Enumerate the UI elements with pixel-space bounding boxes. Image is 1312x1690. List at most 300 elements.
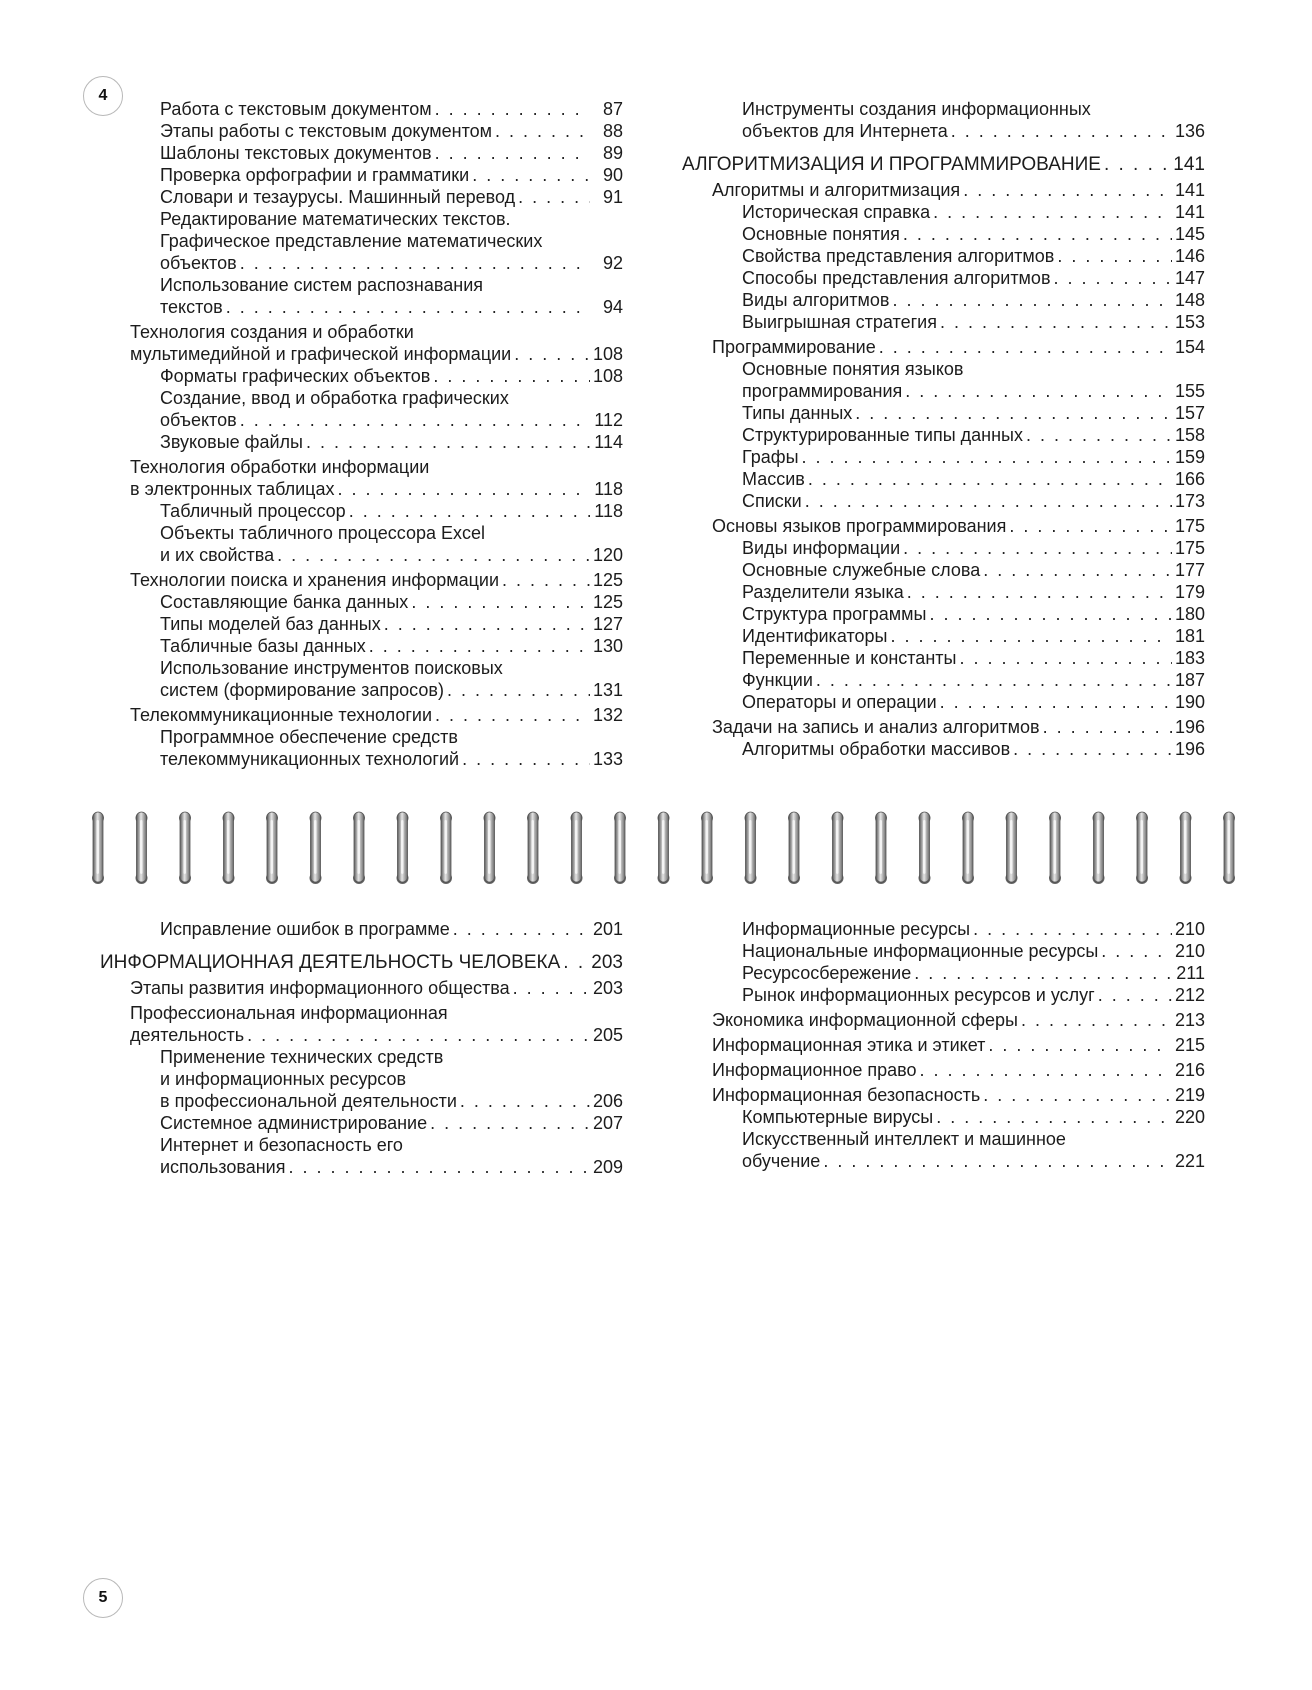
toc-entry-title: объектов [160, 410, 237, 430]
toc-entry-title: программирования [742, 381, 903, 401]
toc-column-top-right [682, 98, 1205, 760]
toc-page-number: 157 [1174, 403, 1205, 423]
toc-page-number: 221 [1174, 1151, 1205, 1171]
spiral-ring [962, 812, 974, 884]
dot-leader [462, 748, 590, 770]
toc-subentry [160, 657, 623, 701]
dot-leader [435, 704, 590, 726]
toc-entry-line: Графическое представление математических [160, 231, 543, 251]
toc-entry-title: Типы моделей баз данных [160, 614, 381, 634]
toc-entry-line: Технология создания и обработки [130, 322, 414, 342]
toc-subentry [742, 738, 1205, 760]
toc-subentry [160, 918, 623, 940]
toc-subentry [742, 559, 1205, 581]
spiral-ring [701, 812, 713, 884]
toc-page-number: 158 [1174, 425, 1205, 445]
spiral-binding [88, 808, 1240, 888]
dot-leader [435, 142, 590, 164]
toc-entry-title: Разделители языка [742, 582, 904, 602]
toc-entry [712, 336, 1205, 358]
toc-page-number: 114 [594, 432, 623, 452]
toc-entry [130, 569, 623, 591]
dot-leader [808, 468, 1172, 490]
toc-entry-title: Алгоритмы обработки массивов [742, 739, 1011, 759]
toc-subentry [160, 431, 623, 453]
toc-entry-title: Виды алгоритмов [742, 290, 890, 310]
dot-leader [816, 669, 1172, 691]
spiral-ring [397, 812, 409, 884]
toc-entry-title: Информационное право [712, 1060, 917, 1080]
toc-entry [130, 977, 623, 999]
toc-entry-title: Основы языков программирования [712, 516, 1007, 536]
toc-entry-title: Алгоритмы и алгоритмизация [712, 180, 961, 200]
toc-subentry [742, 490, 1205, 512]
dot-leader [907, 581, 1172, 603]
page-number-bottom: 5 [83, 1578, 123, 1618]
toc-page-number: 148 [1174, 290, 1205, 310]
toc-page-number: 141 [1174, 180, 1205, 200]
page-number-top: 4 [83, 76, 123, 116]
toc-subentry [742, 267, 1205, 289]
toc-entry-title: телекоммуникационных технологий [160, 749, 460, 769]
toc-entry-title: Словари и тезаурусы. Машинный перевод [160, 187, 516, 207]
toc-page-number: 215 [1174, 1035, 1205, 1055]
toc-subentry [160, 591, 623, 613]
toc-subentry [742, 468, 1205, 490]
toc-subentry [742, 962, 1205, 984]
toc-page-number: 175 [1174, 538, 1205, 558]
dot-leader [226, 296, 590, 318]
dot-leader [1043, 716, 1172, 738]
toc-entry-line: и информационных ресурсов [160, 1069, 407, 1089]
toc-entry-title: Идентификаторы [742, 626, 888, 646]
toc-entry-title: Программирование [712, 337, 876, 357]
toc-subentry [160, 142, 623, 164]
toc-entry-line: Редактирование математических текстов. [160, 209, 511, 229]
spiral-ring [440, 812, 452, 884]
toc-page-number: 141 [1174, 202, 1205, 222]
toc-entry-title: Звуковые файлы [160, 432, 303, 452]
toc-entry-title: Исправление ошибок в программе [160, 919, 450, 939]
toc-entry-title: Этапы развития информационного общества [130, 978, 510, 998]
dot-leader [988, 1034, 1172, 1056]
toc-entry-title: Выигрышная стратегия [742, 312, 937, 332]
toc-entry [130, 704, 623, 726]
toc-page-number: 125 [592, 570, 623, 590]
toc-subentry [160, 1046, 623, 1112]
toc-page-number: 112 [594, 410, 623, 430]
toc-entry-line: Основные понятия языков [742, 359, 964, 379]
toc-subentry [742, 537, 1205, 559]
toc-entry-title: Массив [742, 469, 805, 489]
toc-entry-line: Программное обеспечение средств [160, 727, 458, 747]
toc-page-number: 181 [1174, 626, 1205, 646]
toc-page-number: 159 [1174, 447, 1205, 467]
toc-page-number: 173 [1174, 491, 1205, 511]
toc-entry-title: объектов [160, 253, 237, 273]
toc-page-number: 141 [1173, 154, 1205, 175]
toc-page-number: 210 [1174, 941, 1205, 961]
toc-page-number: 88 [602, 121, 623, 141]
toc-page-number: 209 [592, 1157, 623, 1177]
dot-leader [495, 120, 590, 142]
spiral-ring [353, 812, 365, 884]
toc-subentry [742, 918, 1205, 940]
dot-leader [563, 952, 588, 974]
toc-page-number: 125 [592, 592, 623, 612]
dot-leader [983, 559, 1172, 581]
spiral-ring [179, 812, 191, 884]
toc-entry [712, 1084, 1205, 1106]
spiral-ring [1223, 812, 1235, 884]
toc-subentry [160, 186, 623, 208]
toc-subentry [160, 164, 623, 186]
spiral-ring [223, 812, 235, 884]
toc-entry-line: Применение технических средств [160, 1047, 444, 1067]
dot-leader [1009, 515, 1172, 537]
toc-subentry [160, 1112, 623, 1134]
dot-leader [892, 289, 1171, 311]
toc-subentry [742, 581, 1205, 603]
toc-entry-title: Свойства представления алгоритмов [742, 246, 1055, 266]
toc-page-number: 154 [1174, 337, 1205, 357]
toc-entry-title: Задачи на запись и анализ алгоритмов [712, 717, 1040, 737]
toc-entry-title: Составляющие банка данных [160, 592, 409, 612]
toc-entry-line: Использование систем распознавания [160, 275, 483, 295]
toc-entry-title: использования [160, 1157, 286, 1177]
toc-page-number: 180 [1174, 604, 1205, 624]
toc-page-number: 207 [592, 1113, 623, 1133]
toc-subentry [742, 1128, 1205, 1172]
toc-entry-title: мультимедийной и графической информации [130, 344, 512, 364]
dot-leader [1021, 1009, 1172, 1031]
toc-page-number: 118 [594, 501, 623, 521]
dot-leader [973, 918, 1172, 940]
dot-leader [1026, 424, 1172, 446]
spiral-ring [1180, 812, 1192, 884]
dot-leader [384, 613, 590, 635]
toc-subentry [742, 625, 1205, 647]
dot-leader [460, 1090, 590, 1112]
toc-subentry [742, 201, 1205, 223]
toc-page-number: 130 [592, 636, 623, 656]
spiral-ring [92, 812, 104, 884]
toc-entry [712, 179, 1205, 201]
toc-subentry [160, 274, 623, 318]
dot-leader [411, 591, 590, 613]
toc-entry-title: Виды информации [742, 538, 901, 558]
toc-entry-line: Использование инструментов поисковых [160, 658, 503, 678]
dot-leader [240, 252, 590, 274]
toc-subentry [742, 647, 1205, 669]
dot-leader [472, 164, 590, 186]
dot-leader [929, 603, 1172, 625]
toc-page-number: 91 [602, 187, 623, 207]
toc-subentry [160, 635, 623, 657]
toc-entry-line: Технология обработки информации [130, 457, 430, 477]
dot-leader [905, 380, 1172, 402]
toc-entry [130, 321, 623, 365]
toc-entry-title: Графы [742, 447, 799, 467]
spiral-ring [745, 812, 757, 884]
toc-subentry [160, 500, 623, 522]
toc-entry-line: Искусственный интеллект и машинное [742, 1129, 1066, 1149]
toc-page-number: 179 [1174, 582, 1205, 602]
toc-page-number: 183 [1174, 648, 1205, 668]
dot-leader [914, 962, 1172, 984]
spiral-ring [1006, 812, 1018, 884]
toc-entry-title: Работа с текстовым документом [160, 99, 432, 119]
toc-subentry [160, 365, 623, 387]
toc-entry-title: Экономика информационной сферы [712, 1010, 1018, 1030]
toc-page-number: 108 [592, 344, 623, 364]
toc-entry-title: Этапы работы с текстовым документом [160, 121, 493, 141]
dot-leader [802, 446, 1172, 468]
toc-subentry [742, 424, 1205, 446]
dot-leader [430, 1112, 590, 1134]
toc-entry-line: Интернет и безопасность его [160, 1135, 403, 1155]
toc-page-number: 133 [592, 749, 623, 769]
spiral-ring [1093, 812, 1105, 884]
toc-entry-title: объектов для Интернета [742, 121, 948, 141]
toc-entry-title: Основные служебные слова [742, 560, 981, 580]
spiral-ring [266, 812, 278, 884]
dot-leader [349, 500, 590, 522]
toc-page-number: 120 [592, 545, 623, 565]
toc-entry-title: деятельность [130, 1025, 245, 1045]
dot-leader [963, 179, 1172, 201]
toc-subentry [160, 522, 623, 566]
toc-entry-title: в электронных таблицах [130, 479, 335, 499]
toc-page-number: 196 [1174, 739, 1205, 759]
toc-entry-title: Системное администрирование [160, 1113, 428, 1133]
toc-entry-title: Технологии поиска и хранения информации [130, 570, 500, 590]
toc-entry-title: Проверка орфографии и грамматики [160, 165, 470, 185]
dot-leader [502, 569, 590, 591]
toc-subentry [742, 311, 1205, 333]
toc-entry [712, 1009, 1205, 1031]
dot-leader [1057, 245, 1172, 267]
toc-entry-title: Переменные и константы [742, 648, 957, 668]
toc-entry-title: Информационные ресурсы [742, 919, 971, 939]
toc-entry-title: Функции [742, 670, 813, 690]
toc-entry-title: Историческая справка [742, 202, 931, 222]
toc-page-number: 187 [1174, 670, 1205, 690]
toc-entry-line: Создание, ввод и обработка графических [160, 388, 509, 408]
dot-leader [288, 1156, 589, 1178]
dot-leader [1101, 940, 1172, 962]
toc-entry-title: ИНФОРМАЦИОННАЯ ДЕЯТЕЛЬНОСТЬ ЧЕЛОВЕКА [100, 952, 561, 973]
dot-leader [959, 647, 1172, 669]
toc-entry-title: Табличный процессор [160, 501, 346, 521]
toc-subentry [160, 1134, 623, 1178]
dot-leader [1013, 738, 1172, 760]
toc-page-number: 131 [592, 680, 623, 700]
toc-entry-title: Компьютерные вирусы [742, 1107, 934, 1127]
toc-page-number: 190 [1174, 692, 1205, 712]
dot-leader [855, 402, 1172, 424]
toc-entry [130, 1002, 623, 1046]
toc-section [682, 154, 1205, 176]
dot-leader [933, 201, 1172, 223]
dot-leader [879, 336, 1172, 358]
toc-entry [712, 716, 1205, 738]
toc-page-number: 87 [602, 99, 623, 119]
toc-entry-title: Информационная этика и этикет [712, 1035, 986, 1055]
dot-leader [920, 1059, 1172, 1081]
toc-column-top-left [100, 98, 623, 770]
toc-page-number: 211 [1176, 963, 1205, 983]
dot-leader [240, 409, 590, 431]
toc-entry-title: Форматы графических объектов [160, 366, 431, 386]
toc-subentry [160, 120, 623, 142]
toc-page-number: 136 [1174, 121, 1205, 141]
toc-entry-title: АЛГОРИТМИЗАЦИЯ И ПРОГРАММИРОВАНИЕ [682, 154, 1101, 175]
toc-entry [130, 456, 623, 500]
toc-entry-line: Профессиональная информационная [130, 1003, 448, 1023]
toc-subentry [742, 223, 1205, 245]
toc-entry-title: Списки [742, 491, 802, 511]
toc-column-bottom-left [100, 918, 623, 1178]
toc-entry [712, 515, 1205, 537]
spiral-ring [919, 812, 931, 884]
dot-leader [903, 537, 1172, 559]
dot-leader [518, 186, 590, 208]
toc-entry-title: в профессиональной деятельности [160, 1091, 457, 1111]
toc-entry [712, 1059, 1205, 1081]
toc-page-number: 153 [1174, 312, 1205, 332]
toc-entry-line: Объекты табличного процессора Excel [160, 523, 485, 543]
toc-subentry [742, 446, 1205, 468]
spiral-ring [571, 812, 583, 884]
spiral-ring [658, 812, 670, 884]
dot-leader [940, 311, 1172, 333]
toc-subentry [742, 669, 1205, 691]
toc-page-number: 220 [1174, 1107, 1205, 1127]
toc-section [100, 952, 623, 974]
toc-subentry [742, 1106, 1205, 1128]
toc-page-number: 145 [1174, 224, 1205, 244]
dot-leader [306, 431, 590, 453]
spiral-ring [875, 812, 887, 884]
toc-page-number: 205 [592, 1025, 623, 1045]
toc-entry-title: Операторы и операции [742, 692, 937, 712]
toc-page-number: 196 [1174, 717, 1205, 737]
toc-entry-title: Рынок информационных ресурсов и услуг [742, 985, 1095, 1005]
toc-entry-title: Способы представления алгоритмов [742, 268, 1051, 288]
toc-page-number: 147 [1174, 268, 1205, 288]
spiral-ring [527, 812, 539, 884]
toc-page-number: 118 [594, 479, 623, 499]
toc-entry-title: обучение [742, 1151, 821, 1171]
toc-page-number: 90 [602, 165, 623, 185]
toc-subentry [160, 726, 623, 770]
toc-page-number: 166 [1174, 469, 1205, 489]
toc-subentry [742, 289, 1205, 311]
spiral-ring [614, 812, 626, 884]
toc-subentry [742, 984, 1205, 1006]
toc-entry [712, 1034, 1205, 1056]
toc-page-number: 127 [592, 614, 623, 634]
toc-page-number: 108 [592, 366, 623, 386]
toc-subentry [160, 208, 623, 274]
dot-leader [447, 679, 590, 701]
toc-subentry [160, 98, 623, 120]
toc-page-number: 216 [1174, 1060, 1205, 1080]
toc-entry-title: текстов [160, 297, 223, 317]
toc-page-number: 201 [592, 919, 623, 939]
toc-page-number: 177 [1174, 560, 1205, 580]
dot-leader [805, 490, 1172, 512]
toc-subentry [742, 358, 1205, 402]
toc-page-number: 203 [591, 952, 623, 973]
toc-page-number: 94 [602, 297, 623, 317]
dot-leader [936, 1106, 1172, 1128]
dot-leader [453, 918, 590, 940]
toc-entry-title: Типы данных [742, 403, 853, 423]
toc-subentry [742, 691, 1205, 713]
toc-entry-line: Инструменты создания информационных [742, 99, 1091, 119]
spiral-ring [1049, 812, 1061, 884]
toc-entry-title: Структура программы [742, 604, 927, 624]
dot-leader [1104, 154, 1170, 176]
toc-subentry [742, 245, 1205, 267]
spiral-ring [788, 812, 800, 884]
toc-page-number: 132 [592, 705, 623, 725]
toc-entry-title: Ресурсосбережение [742, 963, 912, 983]
dot-leader [983, 1084, 1172, 1106]
toc-page-number: 206 [592, 1091, 623, 1111]
toc-page-number: 146 [1174, 246, 1205, 266]
spiral-ring [136, 812, 148, 884]
toc-entry-title: Шаблоны текстовых документов [160, 143, 432, 163]
dot-leader [890, 625, 1172, 647]
toc-subentry [742, 402, 1205, 424]
toc-entry-title: Информационная безопасность [712, 1085, 981, 1105]
toc-subentry [160, 613, 623, 635]
spiral-ring [832, 812, 844, 884]
toc-page-number: 175 [1174, 516, 1205, 536]
spiral-ring [310, 812, 322, 884]
toc-page-number: 213 [1174, 1010, 1205, 1030]
dot-leader [435, 98, 590, 120]
toc-page-number: 92 [602, 253, 623, 273]
dot-leader [337, 478, 590, 500]
toc-subentry [742, 603, 1205, 625]
toc-page-number: 212 [1174, 985, 1205, 1005]
dot-leader [1098, 984, 1172, 1006]
dot-leader [247, 1024, 590, 1046]
toc-entry-title: Табличные базы данных [160, 636, 366, 656]
dot-leader [277, 544, 590, 566]
toc-entry-title: систем (формирование запросов) [160, 680, 444, 700]
dot-leader [369, 635, 590, 657]
dot-leader [513, 977, 590, 999]
toc-page-number: 219 [1174, 1085, 1205, 1105]
toc-page-number: 89 [602, 143, 623, 163]
dot-leader [1054, 267, 1172, 289]
dot-leader [940, 691, 1172, 713]
toc-column-bottom-right [682, 918, 1205, 1172]
dot-leader [514, 343, 590, 365]
dot-leader [951, 120, 1172, 142]
dot-leader [903, 223, 1172, 245]
toc-page-number: 155 [1174, 381, 1205, 401]
toc-subentry [742, 940, 1205, 962]
toc-entry-title: Телекоммуникационные технологии [130, 705, 433, 725]
spiral-ring [484, 812, 496, 884]
toc-page-number: 203 [592, 978, 623, 998]
